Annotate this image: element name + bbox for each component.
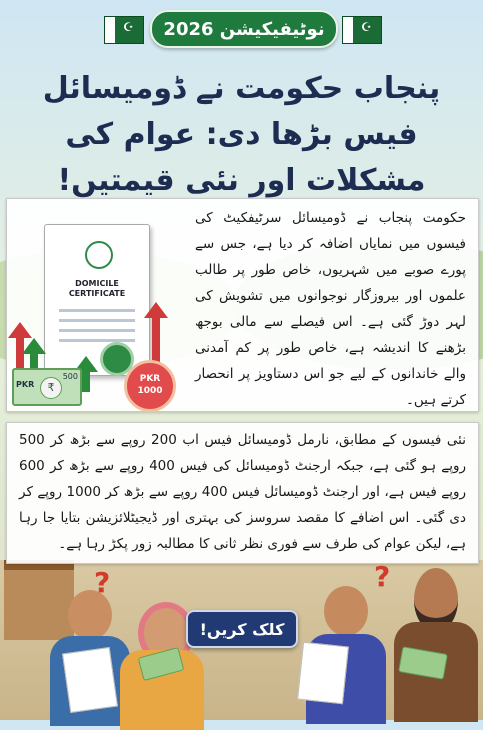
emblem-icon xyxy=(85,241,113,269)
question-mark-icon: ? xyxy=(94,566,111,599)
certificate-title-line2: CERTIFICATE xyxy=(68,289,126,298)
header-banner xyxy=(0,6,483,46)
fees-panel xyxy=(6,422,479,564)
up-arrow-icon xyxy=(82,370,90,392)
domicile-certificate-icon xyxy=(44,224,150,376)
click-here-button[interactable]: کلک کریں! xyxy=(186,610,298,648)
certificate-title-line1: DOMICILE xyxy=(75,279,119,288)
document-icon xyxy=(62,647,118,713)
pakistan-flag-icon: ☪ xyxy=(104,16,144,44)
headline: پنجاب حکومت نے ڈومیسائل فیس بڑھا دی: عوام کی مشکلات اور نئی قیمتیں! xyxy=(42,71,441,198)
cash-note-icon: PKR ₹ 500 xyxy=(12,368,82,406)
intro-paragraph: حکومت پنجاب نے ڈومیسائل سرٹیفکیٹ کی فیسوں میں نمایاں اضافہ کر دیا ہے، جس سے پورے صوبے میں شہریوں، خاص طور پر طالب علموں اور بیروزگار نوجوانوں میں تشویش کی لہر دوڑ گئی ہے۔ اس فیصلے سے مالی بوجھ بڑھنے کا اندیشہ ہے، خاص طور پر کم آمدنی والے خاندانوں کے لیے جو اس دستاویز پر انحصار کرتے ہیں۔ xyxy=(195,210,466,408)
document-icon xyxy=(297,642,349,704)
fees-paragraph: نئی فیسوں کے مطابق، نارمل ڈومیسائل فیس اب 200 روپے سے بڑھ کر 500 روپے ہو گئی ہے، جبکہ ارجنٹ ڈومیسائل کی فیس 400 روپے سے بڑھ کر 600 روپے فیس ہے، اور ارجنٹ ڈومیسائل فیس 400 روپے سے بڑھ کر 1000 روپے کر دی گئی۔ اس اضافے کا مقصد سروسز کی بہتری اور ڈیجیٹلائزیشن بتایا جا رہا ہے، لیکن عوام کی طرف سے فوری نظر ثانی کا مطالبہ زور پکڑ رہا ہے۔ xyxy=(19,432,466,552)
man-figure xyxy=(390,568,480,720)
notification-badge: نوٹیفیکیشن 2026 xyxy=(150,10,338,48)
question-mark-icon: ? xyxy=(374,560,391,593)
price-tag-icon: PKR 1000 xyxy=(124,360,176,412)
pakistan-flag-icon: ☪ xyxy=(342,16,382,44)
